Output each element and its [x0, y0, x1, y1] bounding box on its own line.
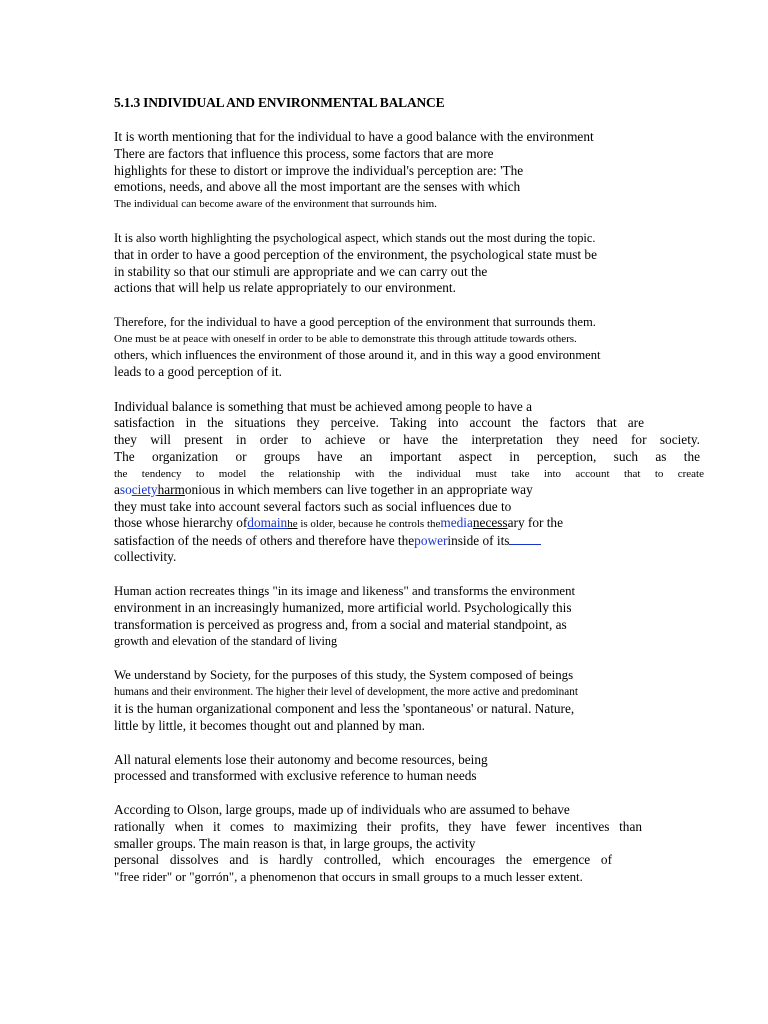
paragraph-line: There are factors that influence this process, some factors that are more [114, 146, 494, 161]
paragraph-line [114, 515, 563, 532]
paragraph-line: According to Olson, large groups, made up of individuals who are assumed to behave [114, 802, 570, 817]
paragraph-line: humans and their environment. The higher their level of development, the more active and predominant [114, 686, 578, 698]
paragraph-line: Human action recreates things "in its image and likeness" and transforms the environment [114, 584, 576, 598]
paragraph-line: personal dissolves and is hardly controlled, which encourages the emergence of [114, 852, 612, 867]
paragraph-line: in stability so that our stimuli are appropriate and we can carry out the [114, 264, 488, 279]
paragraph-line: "free rider" or "gorrón", a phenomenon that occurs in small groups to a much lesser extent. [114, 870, 583, 884]
paragraph-line: Therefore, for the individual to have a good perception of the environment that surrounds them. [114, 315, 596, 329]
paragraph-line: transformation is perceived as progress and, from a social and material standpoint, as [114, 617, 567, 632]
link-domain[interactable]: domain [247, 515, 288, 530]
blank-underline [509, 532, 541, 545]
paragraph-line: leads to a good perception of it. [114, 364, 283, 379]
paragraph-line: environment in an increasingly humanized, more artificial world. Psychologically this [114, 600, 572, 615]
paragraph-line: It is worth mentioning that for the individual to have a good balance with the environment [114, 129, 594, 144]
paragraph-line: rationally when it comes to maximizing their profits, they have fewer incentives than [114, 819, 642, 834]
paragraph-line: The individual can become aware of the environment that surrounds him. [114, 198, 437, 210]
paragraph-line: Individual balance is something that must be achieved among people to have a [114, 399, 532, 414]
text-run: a [114, 482, 120, 497]
paragraph-line: they must take into account several factors such as social influences due to [114, 499, 512, 514]
link-media[interactable]: media [440, 515, 473, 530]
paragraph-line: they will present in order to achieve or have the interpretation they need for society. [114, 432, 700, 447]
paragraph-line: It is also worth highlighting the psychological aspect, which stands out the most during the topic. [114, 231, 596, 245]
paragraph-line: growth and elevation of the standard of living [114, 634, 338, 648]
paragraph-line: others, which influences the environment of those around it, and in this way a good environment [114, 348, 601, 362]
paragraph-line: highlights for these to distort or improve the individual's perception are: 'The [114, 163, 524, 178]
paragraph-line: emotions, needs, and above all the most important are the senses with which [114, 179, 521, 194]
text-run-underlined: he [287, 518, 298, 530]
paragraph-line: it is the human organizational component and less the 'spontaneous' or natural. Nature, [114, 701, 575, 716]
paragraph-line: little by little, it becomes thought out and planned by man. [114, 718, 425, 733]
text-run-underlined: harm [157, 482, 185, 497]
text-run: onious in which members can live together in an appropriate way [184, 482, 533, 497]
paragraph-line: the tendency to model the relationship with the individual must take into account that to create [114, 468, 704, 480]
paragraph-line: processed and transformed with exclusive reference to human needs [114, 768, 477, 783]
text-run: satisfaction of the needs of others and therefore have the [114, 533, 415, 548]
text-run: inside of its [447, 533, 510, 548]
paragraph-line: smaller groups. The main reason is that, in large groups, the activity [114, 836, 476, 851]
paragraph-line [114, 532, 541, 549]
paragraph-line: collectivity. [114, 549, 177, 564]
text-run-underlined: necess [472, 515, 508, 530]
section-heading: 5.1.3 INDIVIDUAL AND ENVIRONMENTAL BALANCE [114, 95, 445, 110]
link-power[interactable]: power [414, 533, 448, 548]
paragraph-line [114, 482, 533, 498]
text-run: is older, because he controls the [297, 518, 441, 530]
paragraph-line: All natural elements lose their autonomy and become resources, being [114, 752, 488, 767]
paragraph-line: The organization or groups have an important aspect in perception, such as the [114, 449, 700, 464]
text-run: those whose hierarchy of [114, 515, 248, 530]
link-society-underlined[interactable]: ciety [131, 482, 158, 497]
paragraph-line: that in order to have a good perception of the environment, the psychological state must be [114, 247, 597, 262]
paragraph-line: One must be at peace with oneself in order to be able to demonstrate this through attitude towards others. [114, 333, 577, 345]
text-run: ary for the [507, 515, 563, 530]
paragraph-line: We understand by Society, for the purposes of this study, the System composed of beings [114, 668, 574, 682]
link-society[interactable]: so [119, 482, 132, 497]
paragraph-line: actions that will help us relate appropriately to our environment. [114, 280, 456, 295]
paragraph-line: satisfaction in the situations they perceive. Taking into account the factors that are [114, 415, 644, 430]
